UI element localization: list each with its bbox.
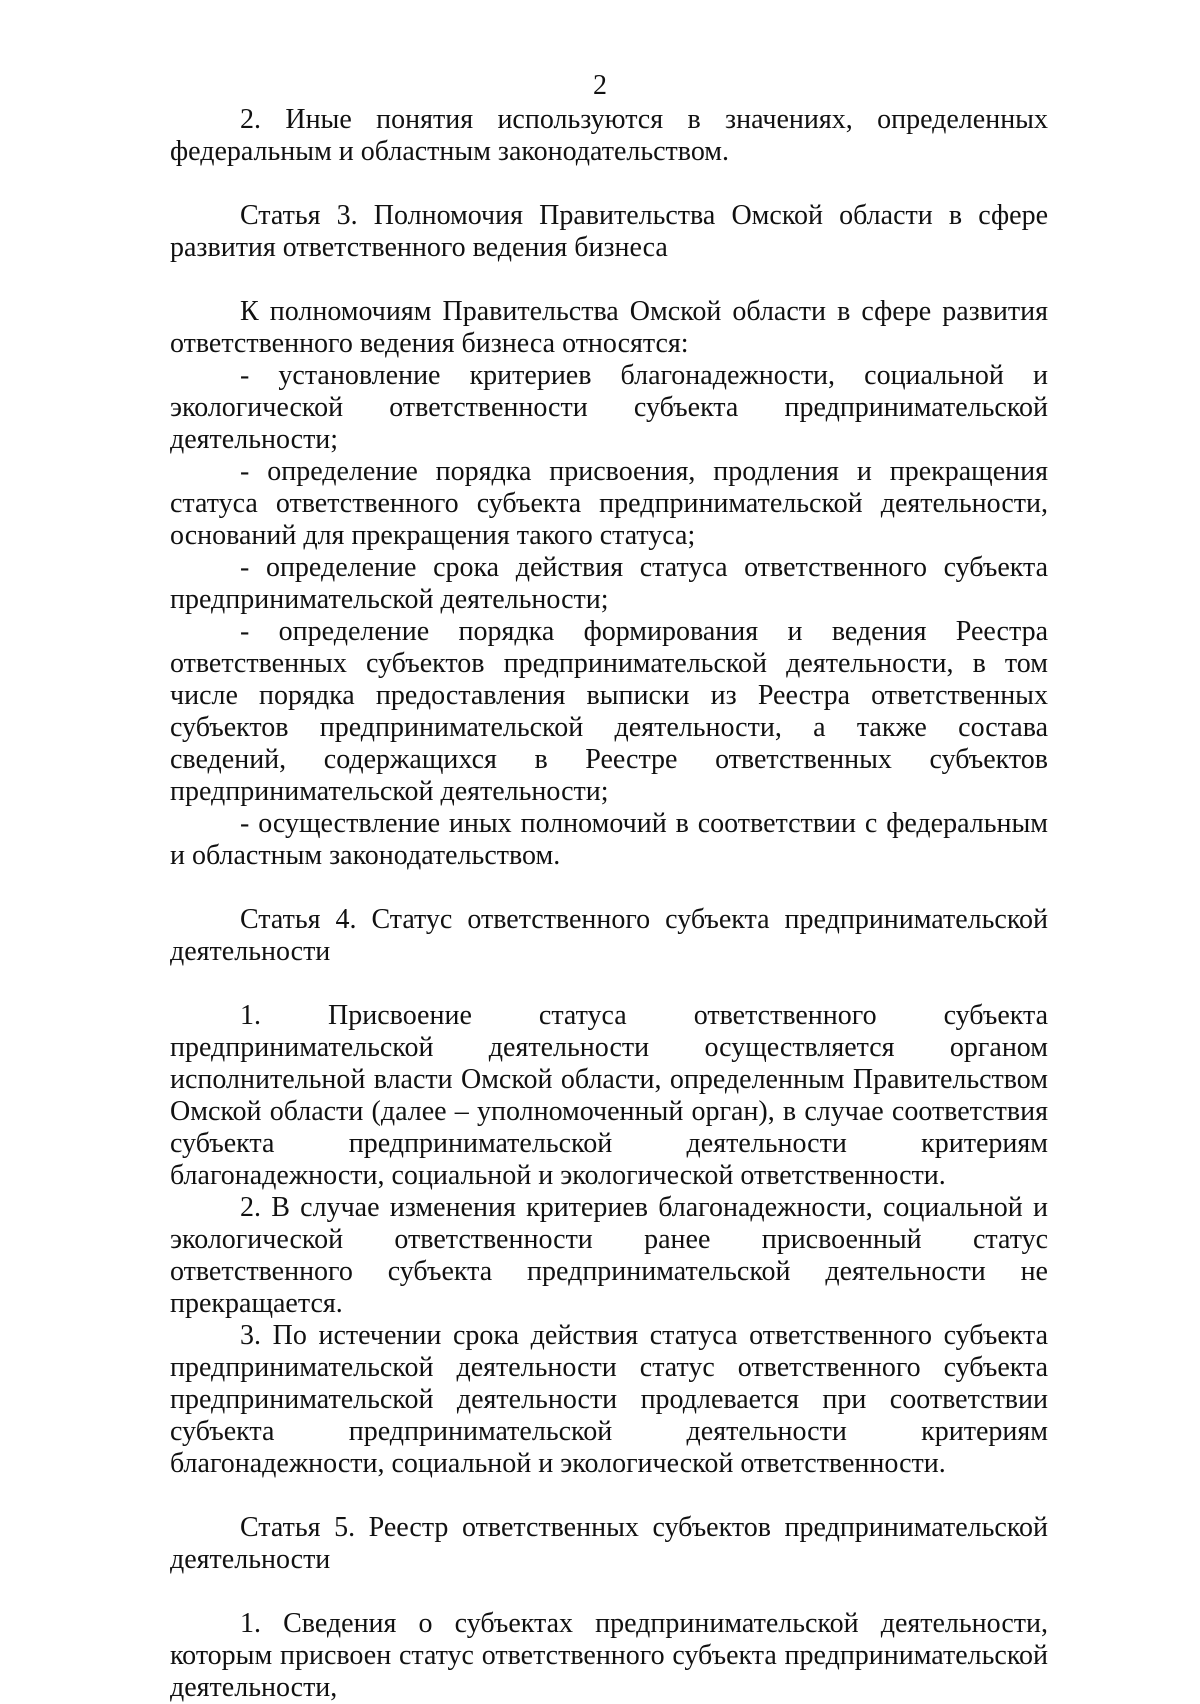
list-item-other-powers: - осуществление иных полномочий в соответствии с федеральным и областным законодательством. [170, 808, 1048, 871]
list-item-registry-procedure: - определение порядка формирования и ведения Реестра ответственных субъектов предпринимательской деятельности, в том числе порядка предоставления выписки из Реестра ответственных субъектов предпринимательской деятельности, а также состава сведений, содержащихся в Реестре ответственных субъектов предпринимательской деятельности; [170, 616, 1048, 807]
article-5-heading: Статья 5. Реестр ответственных субъектов предпринимательской деятельности [170, 1512, 1048, 1575]
article-4-paragraph-3: 3. По истечении срока действия статуса ответственного субъекта предпринимательской деятельности статус ответственного субъекта предпринимательской деятельности продлевается при соответствии субъекта предпринимательской деятельности критериям благонадежности, социальной и экологической ответственности. [170, 1320, 1048, 1479]
article-5-paragraph-1: 1. Сведения о субъектах предпринимательской деятельности, которым присвоен статус ответственного субъекта предпринимательской деятельности, [170, 1608, 1048, 1703]
document-body [170, 104, 1048, 1704]
list-item-status-term: - определение срока действия статуса ответственного субъекта предпринимательской деятельности; [170, 552, 1048, 615]
article-4-heading: Статья 4. Статус ответственного субъекта предпринимательской деятельности [170, 904, 1048, 967]
article-4-paragraph-2: 2. В случае изменения критериев благонадежности, социальной и экологической ответственности ранее присвоенный статус ответственного субъекта предпринимательской деятельности не прекращается. [170, 1192, 1048, 1319]
page-number: 2 [593, 70, 607, 101]
list-item-criteria: - установление критериев благонадежности, социальной и экологической ответственности субъекта предпринимательской деятельности; [170, 360, 1048, 455]
paragraph-definitions: 2. Иные понятия используются в значениях, определенных федеральным и областным законодательством. [170, 104, 1048, 167]
paragraph-powers-intro: К полномочиям Правительства Омской области в сфере развития ответственного ведения бизнеса относятся: [170, 296, 1048, 359]
list-item-status-procedure: - определение порядка присвоения, продления и прекращения статуса ответственного субъекта предпринимательской деятельности, оснований для прекращения такого статуса; [170, 456, 1048, 551]
article-4-paragraph-1: 1. Присвоение статуса ответственного субъекта предпринимательской деятельности осуществляется органом исполнительной власти Омской области, определенным Правительством Омской области (далее – уполномоченный орган), в случае соответствия субъекта предпринимательской деятельности критериям благонадежности, социальной и экологической ответственности. [170, 1000, 1048, 1191]
article-3-heading: Статья 3. Полномочия Правительства Омской области в сфере развития ответственного ведения бизнеса [170, 200, 1048, 263]
